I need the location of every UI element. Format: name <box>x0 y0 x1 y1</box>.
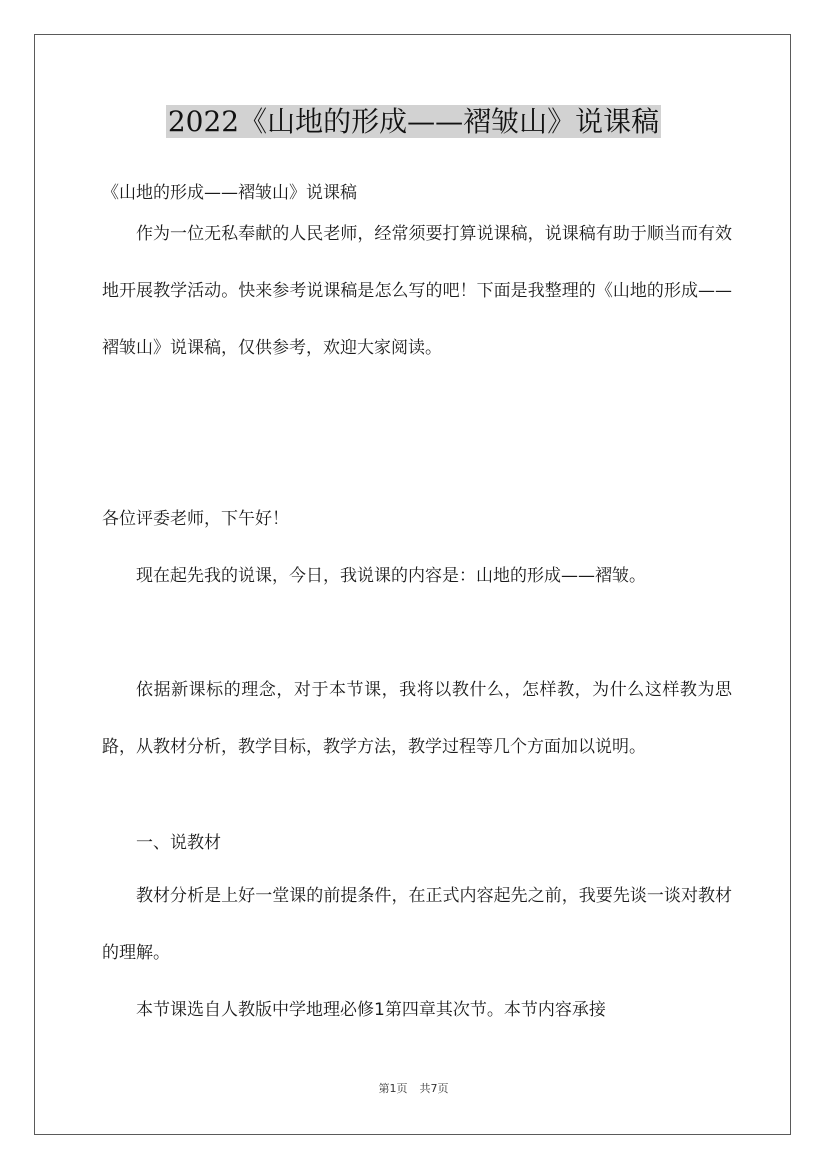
paragraph-intro: 作为一位无私奉献的人民老师，经常须要打算说课稿，说课稿有助于顺当而有效地开展教学活动。快来参考说课稿是怎么写的吧！下面是我整理的《山地的形成——褶皱山》说课稿，仅供参考，欢迎大家阅读。 <box>102 224 732 358</box>
paragraph-topic: 现在起先我的说课，今日，我说课的内容是：山地的形成——褶皱。 <box>136 566 646 586</box>
page-footer <box>0 1081 827 1097</box>
document-subtitle: 《山地的形成——褶皱山》说课稿 <box>102 183 357 203</box>
paragraph-greeting: 各位评委老师，下午好！ <box>102 509 289 529</box>
section-heading-textbook: 一、说教材 <box>136 833 221 853</box>
paragraph-textbook-source: 本节课选自人教版中学地理必修1第四章其次节。本节内容承接 <box>136 1000 606 1020</box>
paragraph-textbook-analysis: 教材分析是上好一堂课的前提条件，在正式内容起先之前，我要先谈一谈对教材的理解。 <box>102 886 732 963</box>
paragraph-outline: 依据新课标的理念，对于本节课，我将以教什么，怎样教，为什么这样教为思路，从教材分析，教学目标，教学方法，教学过程等几个方面加以说明。 <box>102 680 732 757</box>
document-title <box>0 96 827 148</box>
document-title-text: 2022《山地的形成——褶皱山》说课稿 <box>167 105 660 138</box>
page-total: 共7页 <box>419 1082 449 1095</box>
page-number: 第1页 <box>378 1082 408 1095</box>
